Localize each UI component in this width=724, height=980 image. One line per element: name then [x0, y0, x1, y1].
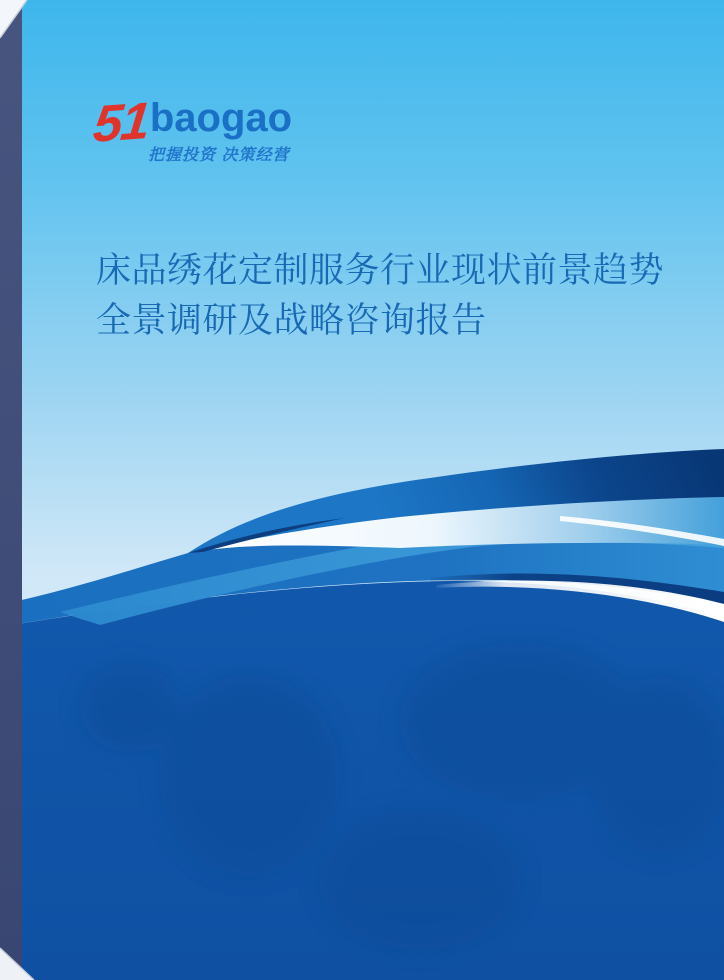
logo-51-icon: 51 — [90, 92, 152, 154]
report-title — [96, 246, 686, 346]
logo-slogan: 把握投资 决策经营 — [148, 147, 290, 164]
report-title-line-1: 床品绣花定制服务行业现状前景趋势 — [96, 251, 665, 290]
logo-wordmark: baogao — [149, 96, 293, 140]
logo — [90, 92, 354, 165]
report-title-line-2: 全景调研及战略咨询报告 — [96, 301, 487, 340]
